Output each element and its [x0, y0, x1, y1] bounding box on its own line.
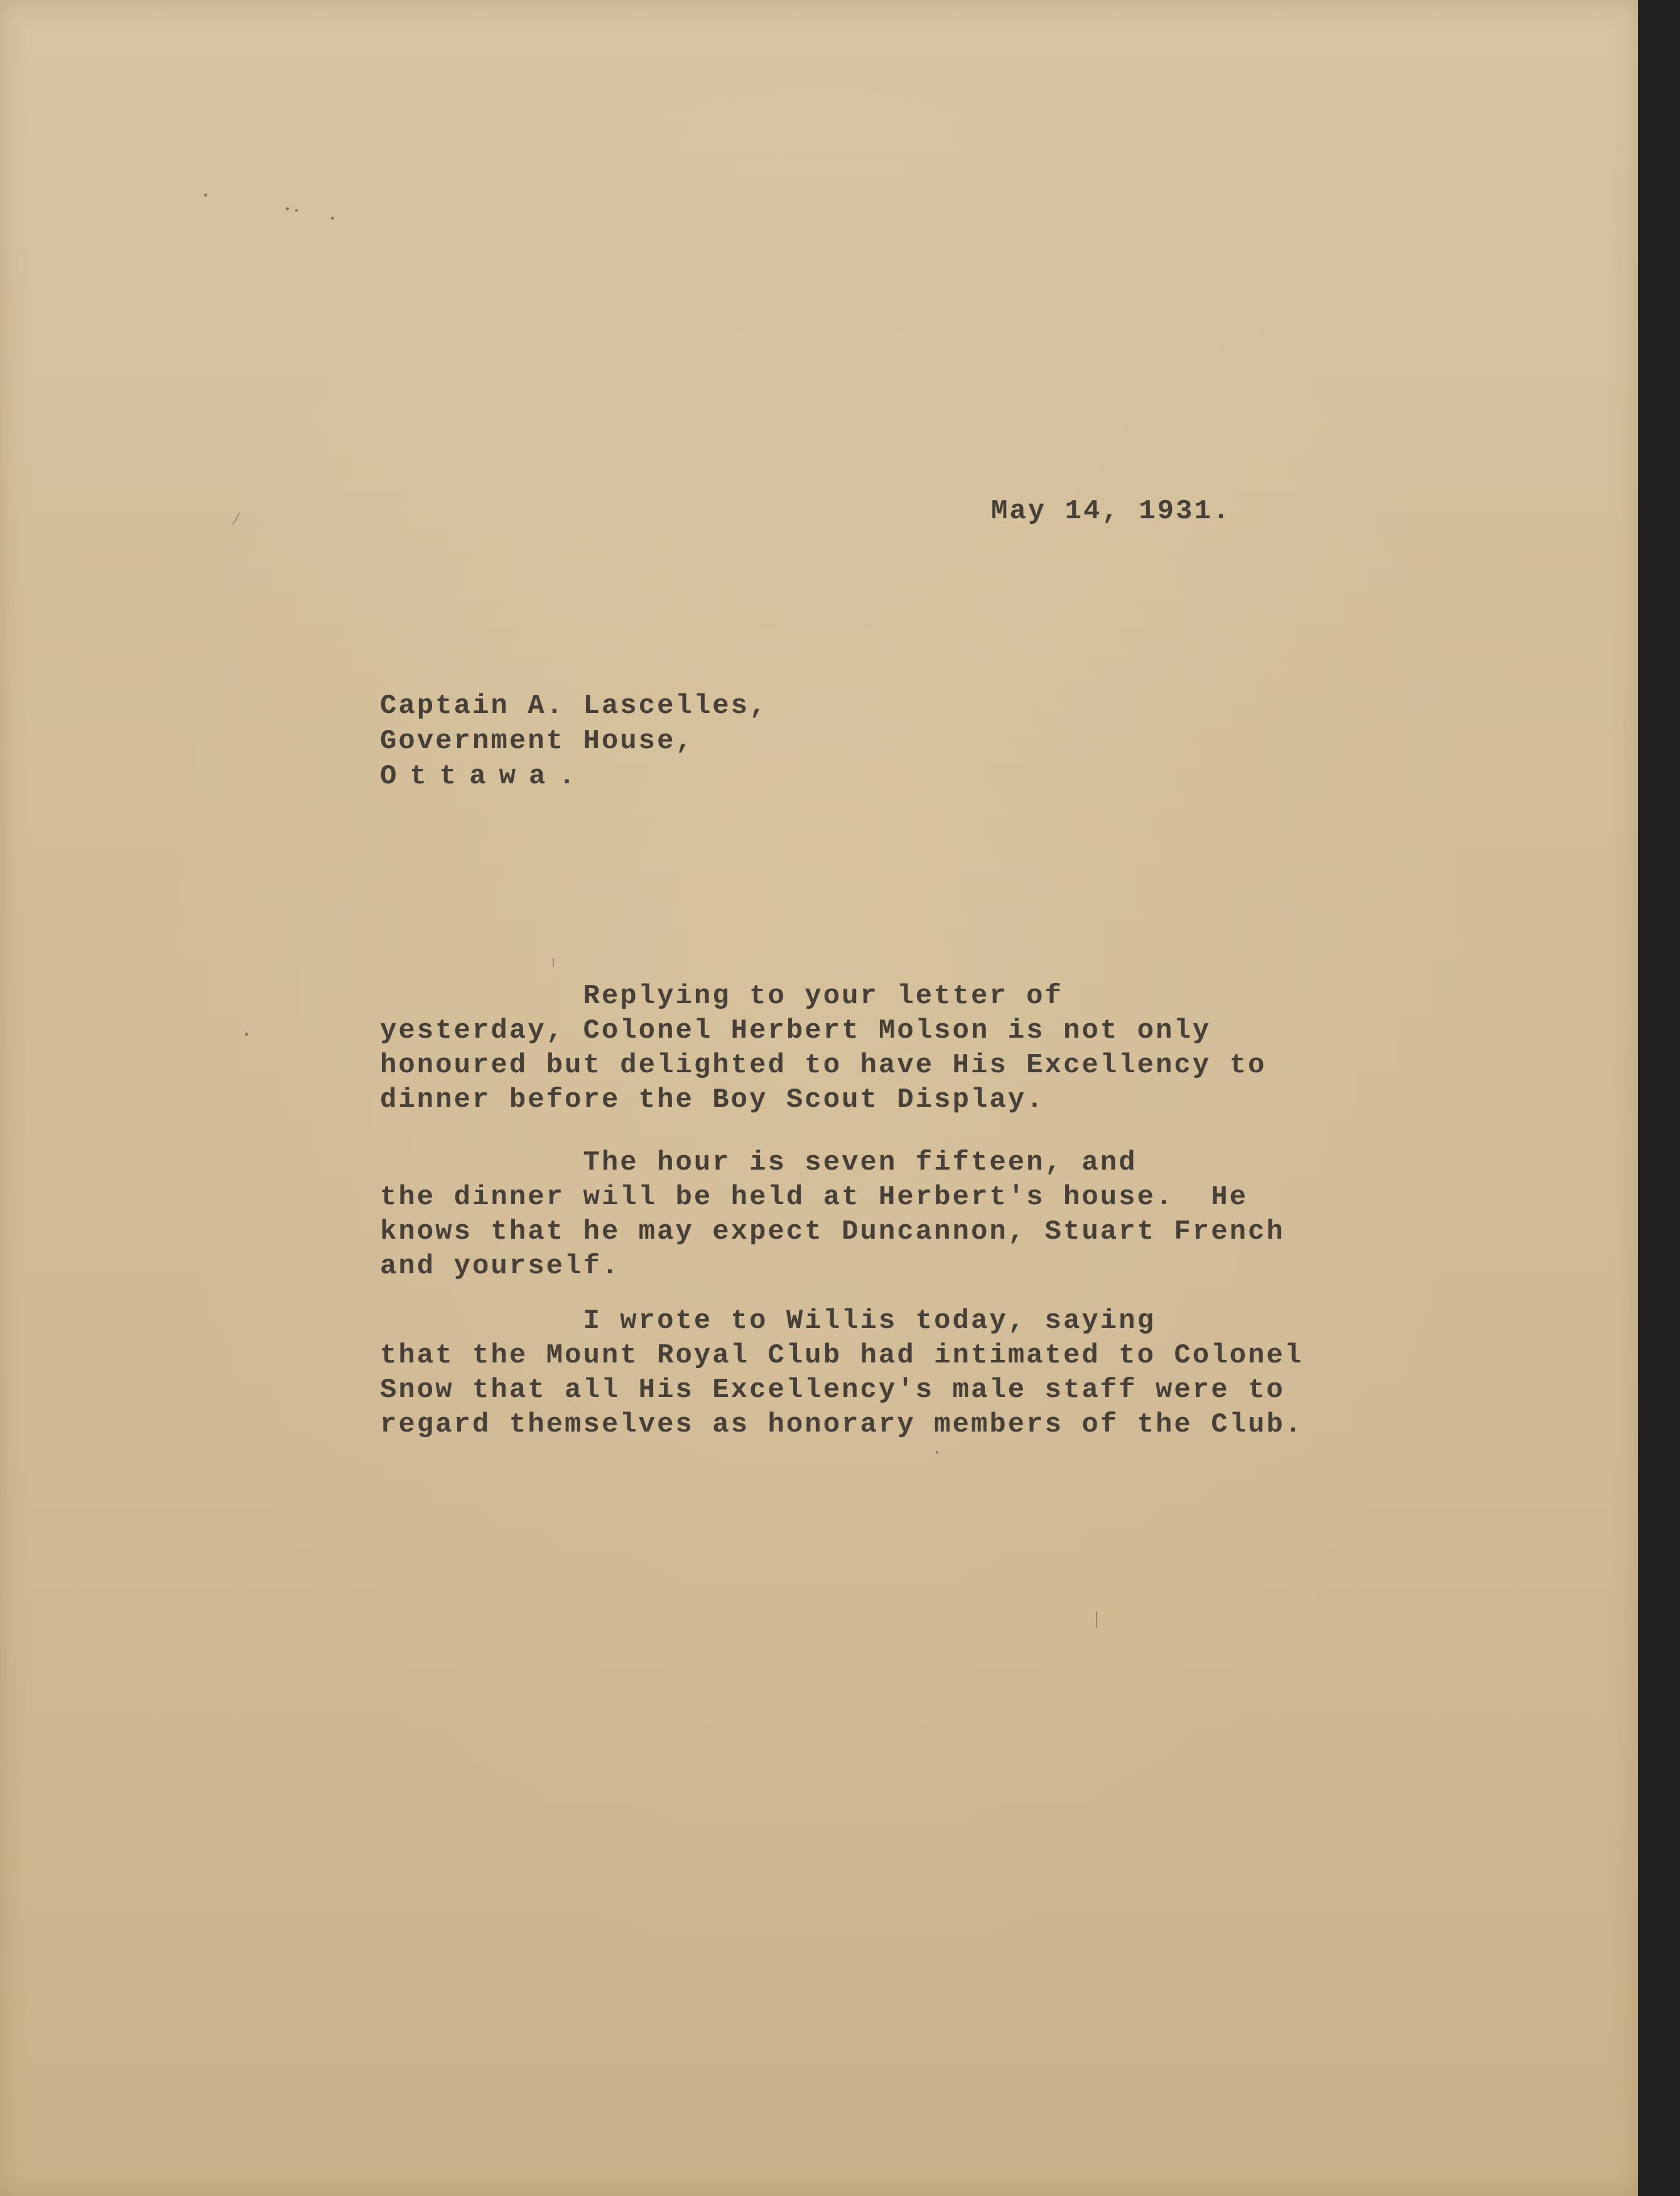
recipient-organization: Government House, — [380, 726, 694, 757]
body-paragraph-3: I wrote to Willis today, saying that the Mount Royal Club had intimated to Colonel Snow that all His Excellency's male staff were to regard themselves as honorary members of the Club. — [380, 1305, 1304, 1440]
paper-speck — [286, 207, 289, 210]
body-paragraph-1: Replying to your letter of yesterday, Colonel Herbert Molson is not only honoured but delighted to have His Excellency to dinner before the Boy Scout Display. — [380, 981, 1267, 1116]
paper-mark — [232, 513, 241, 525]
paper-speck — [204, 193, 207, 197]
paper-speck — [936, 1451, 938, 1454]
recipient-name: Captain A. Lascelles, — [380, 690, 768, 722]
paper-speck — [331, 217, 334, 220]
paper-speck — [245, 1033, 248, 1036]
paper-mark — [553, 958, 554, 967]
recipient-city: Ottawa. — [380, 761, 588, 792]
paper-mark — [1096, 1611, 1097, 1628]
body-paragraph-2: The hour is seven fifteen, and the dinner will be held at Herbert's house. He knows that he may expect Duncannon, Stuart French and yourself. — [380, 1147, 1285, 1282]
paper-speck — [295, 209, 298, 212]
letter-date: May 14, 1931. — [991, 496, 1232, 527]
